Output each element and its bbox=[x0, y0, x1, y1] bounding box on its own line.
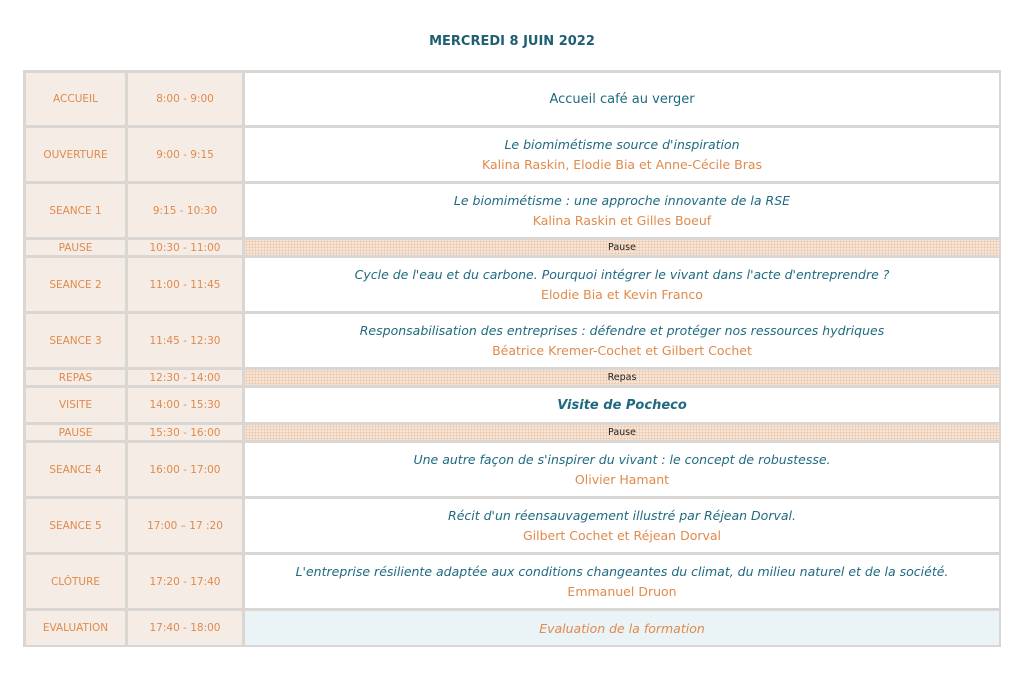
row-label: SEANCE 3 bbox=[26, 314, 125, 367]
row-label: PAUSE bbox=[26, 240, 125, 255]
table-row bbox=[26, 370, 999, 385]
table-row bbox=[26, 499, 999, 552]
break-text: Pause bbox=[608, 427, 636, 438]
session-speakers: Kalina Raskin et Gilles Boeuf bbox=[532, 212, 712, 228]
session-topic: Cycle de l'eau et du carbone. Pourquoi intégrer le vivant dans l'acte d'entreprendre ? bbox=[354, 266, 890, 282]
table-row bbox=[26, 425, 999, 440]
row-content bbox=[245, 370, 999, 385]
session-speakers: Emmanuel Druon bbox=[567, 583, 677, 599]
table-row bbox=[26, 388, 999, 422]
schedule-table bbox=[23, 70, 1001, 647]
table-row bbox=[26, 258, 999, 311]
activity-text: Accueil café au verger bbox=[549, 91, 695, 107]
session-topic: Une autre façon de s'inspirer du vivant : le concept de robustesse. bbox=[413, 451, 831, 467]
row-content bbox=[245, 73, 999, 125]
table-row bbox=[26, 443, 999, 496]
row-time: 8:00 - 9:00 bbox=[128, 73, 242, 125]
row-label: SEANCE 5 bbox=[26, 499, 125, 552]
table-row bbox=[26, 240, 999, 255]
row-content bbox=[245, 388, 999, 422]
session-speakers: Olivier Hamant bbox=[574, 471, 670, 487]
row-content bbox=[245, 555, 999, 608]
page-title: MERCREDI 8 JUIN 2022 bbox=[429, 34, 595, 49]
row-content bbox=[245, 314, 999, 367]
session-topic: Responsabilisation des entreprises : défendre et protéger nos ressources hydriques bbox=[359, 322, 885, 338]
row-time: 9:00 - 9:15 bbox=[128, 128, 242, 181]
row-label: SEANCE 4 bbox=[26, 443, 125, 496]
row-label: SEANCE 2 bbox=[26, 258, 125, 311]
row-content bbox=[245, 611, 999, 645]
evaluation-text: Evaluation de la formation bbox=[539, 620, 705, 636]
row-time: 10:30 - 11:00 bbox=[128, 240, 242, 255]
row-label: ACCUEIL bbox=[26, 73, 125, 125]
row-time: 17:20 - 17:40 bbox=[128, 555, 242, 608]
row-content bbox=[245, 258, 999, 311]
row-label: PAUSE bbox=[26, 425, 125, 440]
visit-text: Visite de Pocheco bbox=[557, 397, 687, 413]
row-time: 12:30 - 14:00 bbox=[128, 370, 242, 385]
row-content bbox=[245, 443, 999, 496]
session-topic: Le biomimétisme source d'inspiration bbox=[504, 136, 740, 152]
row-content bbox=[245, 184, 999, 237]
row-content bbox=[245, 425, 999, 440]
table-row bbox=[26, 184, 999, 237]
row-time: 17:00 – 17 :20 bbox=[128, 499, 242, 552]
break-text: Repas bbox=[607, 372, 637, 383]
row-time: 9:15 - 10:30 bbox=[128, 184, 242, 237]
table-row bbox=[26, 128, 999, 181]
table-row bbox=[26, 611, 999, 645]
row-label: VISITE bbox=[26, 388, 125, 422]
row-time: 14:00 - 15:30 bbox=[128, 388, 242, 422]
row-time: 17:40 - 18:00 bbox=[128, 611, 242, 645]
session-speakers: Kalina Raskin, Elodie Bia et Anne-Cécile Bras bbox=[481, 156, 763, 172]
row-label: CLÔTURE bbox=[26, 555, 125, 608]
row-content bbox=[245, 499, 999, 552]
row-time: 11:00 - 11:45 bbox=[128, 258, 242, 311]
table-row bbox=[26, 73, 999, 125]
table-row bbox=[26, 555, 999, 608]
row-label: OUVERTURE bbox=[26, 128, 125, 181]
session-topic: L'entreprise résiliente adaptée aux conditions changeantes du climat, du milieu naturel et de la société. bbox=[295, 563, 949, 579]
session-speakers: Gilbert Cochet et Réjean Dorval bbox=[522, 527, 722, 543]
session-speakers: Elodie Bia et Kevin Franco bbox=[541, 286, 703, 302]
row-time: 15:30 - 16:00 bbox=[128, 425, 242, 440]
session-speakers: Béatrice Kremer-Cochet et Gilbert Cochet bbox=[492, 342, 752, 358]
row-time: 16:00 - 17:00 bbox=[128, 443, 242, 496]
break-text: Pause bbox=[608, 242, 636, 253]
row-content bbox=[245, 128, 999, 181]
row-label: SEANCE 1 bbox=[26, 184, 125, 237]
row-label: EVALUATION bbox=[26, 611, 125, 645]
row-label: REPAS bbox=[26, 370, 125, 385]
table-row bbox=[26, 314, 999, 367]
session-topic: Récit d'un réensauvagement illustré par Réjean Dorval. bbox=[448, 507, 796, 523]
row-content bbox=[245, 240, 999, 255]
row-time: 11:45 - 12:30 bbox=[128, 314, 242, 367]
session-topic: Le biomimétisme : une approche innovante de la RSE bbox=[453, 192, 791, 208]
